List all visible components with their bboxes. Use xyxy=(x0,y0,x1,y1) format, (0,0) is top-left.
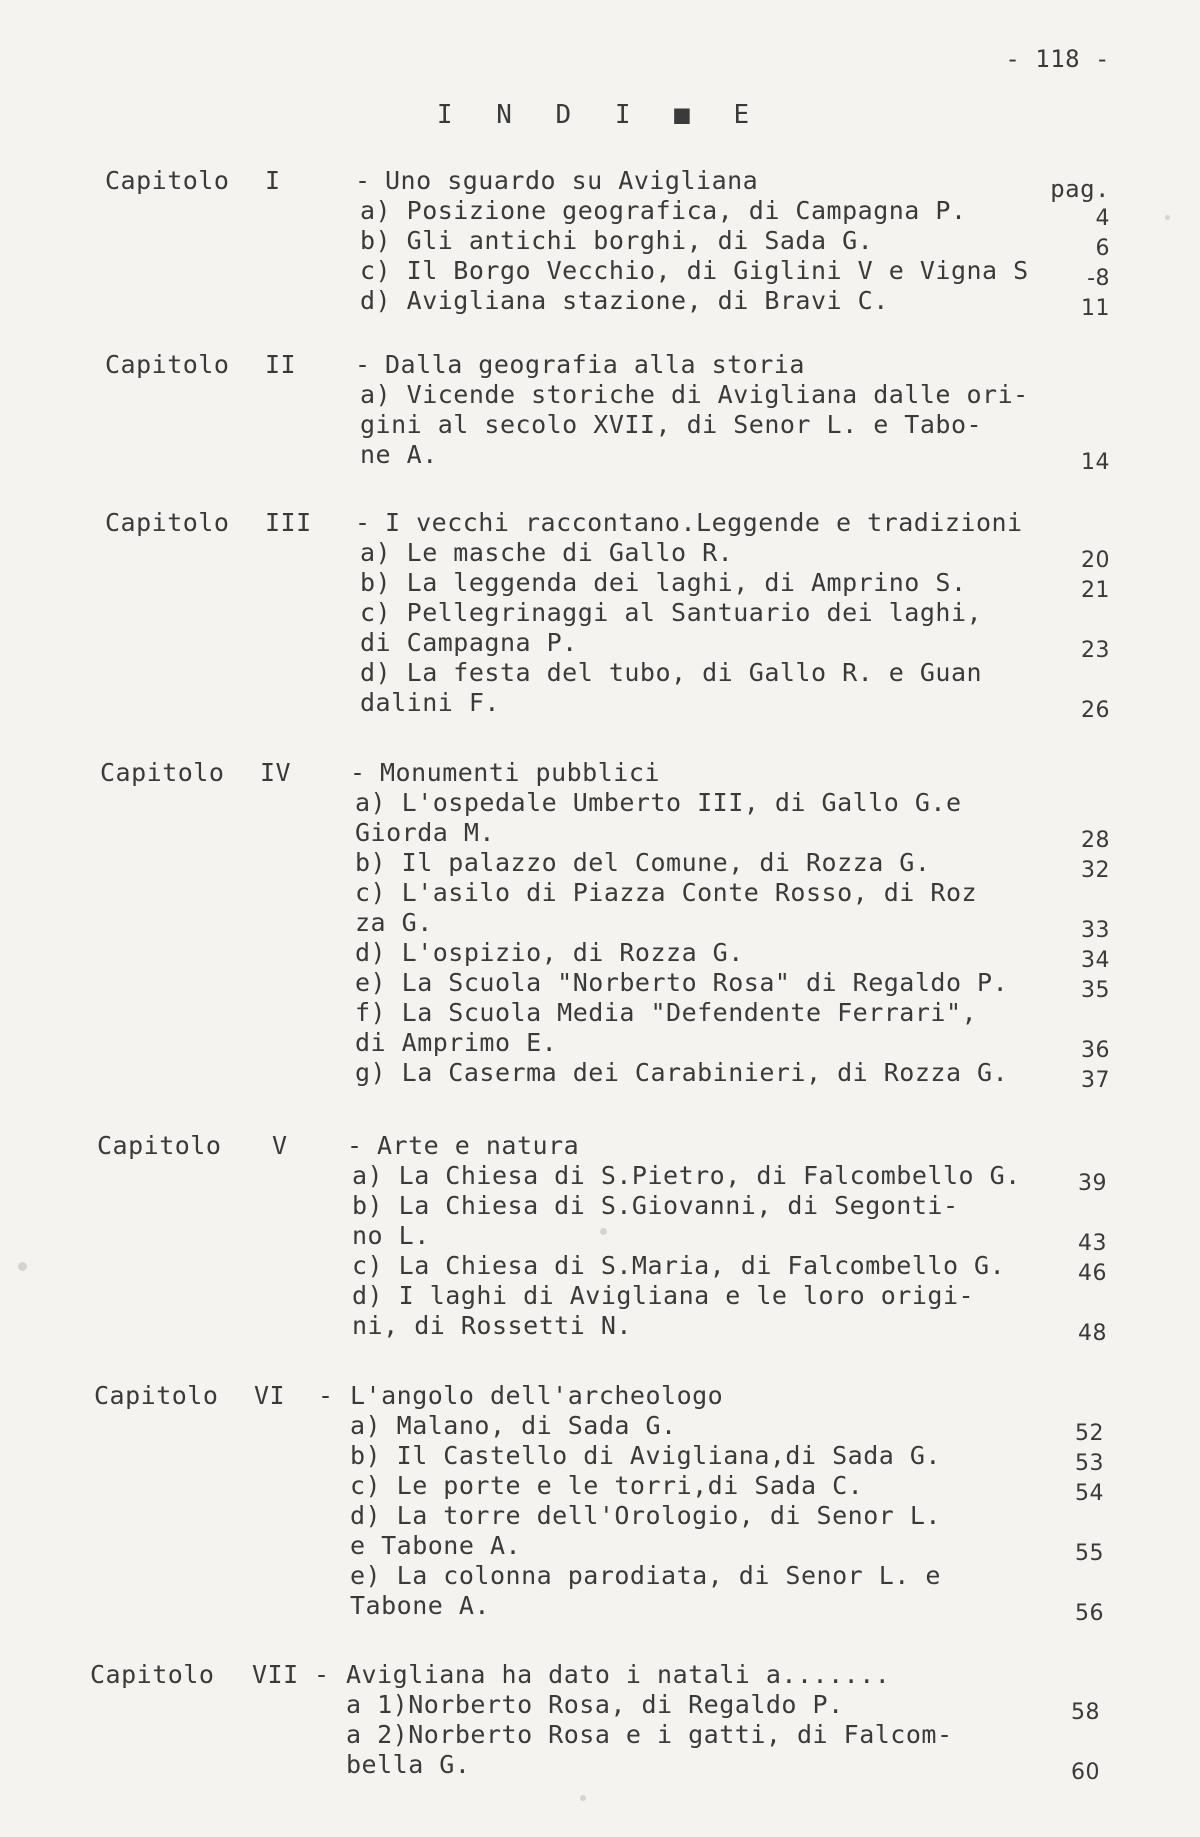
entry-text: c) L'asilo di Piazza Conte Rosso, di Roz za G. xyxy=(355,878,978,937)
entry-page: 32 xyxy=(1081,858,1110,883)
toc-entry xyxy=(94,1471,1200,1506)
entry-page: 56 xyxy=(1075,1601,1104,1626)
chapter-word: Capitolo xyxy=(94,1381,219,1410)
entry-text: a) Vicende storiche di Avigliana dalle ori- gini al secolo XVII, di Senor L. e Tabo- ne A. xyxy=(360,380,1029,469)
entry-page: 35 xyxy=(1081,978,1110,1003)
scan-speck xyxy=(1165,215,1170,220)
entry-text: c) Pellegrinaggi al Santuario dei laghi, di Campagna P. xyxy=(360,598,983,657)
entry-text: a) L'ospedale Umberto III, di Gallo G.e Giorda M. xyxy=(355,788,962,847)
entry-page: 21 xyxy=(1081,578,1110,603)
entry-text: c) Il Borgo Vecchio, di Giglini V e Vigna S xyxy=(360,256,1029,285)
toc-entry xyxy=(97,1251,1200,1286)
entry-page: 37 xyxy=(1081,1068,1110,1093)
entry-text: a) Malano, di Sada G. xyxy=(350,1411,677,1440)
chapter-dash: - xyxy=(355,508,371,537)
toc-entry xyxy=(100,968,1200,1003)
toc-entry xyxy=(105,256,1200,291)
entry-page: 33 xyxy=(1081,918,1110,943)
toc-entry xyxy=(97,1191,1200,1256)
toc-entry xyxy=(90,1720,1200,1785)
chapter-title: Uno sguardo su Avigliana xyxy=(385,166,759,195)
chapter-title: Dalla geografia alla storia xyxy=(385,350,805,379)
chapter-2 xyxy=(105,350,1200,475)
entry-text: d) La torre dell'Orologio, di Senor L. e Tabone A. xyxy=(350,1501,941,1560)
entry-text: d) Avigliana stazione, di Bravi C. xyxy=(360,286,889,315)
entry-text: a 2)Norberto Rosa e i gatti, di Falcom- bella G. xyxy=(346,1720,953,1779)
entry-text: c) Le porte e le torri,di Sada C. xyxy=(350,1471,864,1500)
entry-page: 26 xyxy=(1081,698,1110,723)
entry-page: 23 xyxy=(1081,638,1110,663)
chapter-number: VII xyxy=(252,1660,299,1689)
chapter-heading xyxy=(100,758,1200,788)
chapter-3 xyxy=(105,508,1200,723)
toc-entry xyxy=(94,1441,1200,1476)
entry-page: 55 xyxy=(1075,1541,1104,1566)
toc-entry xyxy=(105,538,1200,573)
scan-speck xyxy=(580,1795,586,1801)
entry-text: g) La Caserma dei Carabinieri, di Rozza G. xyxy=(355,1058,1009,1087)
toc-entry xyxy=(100,998,1200,1063)
chapter-word: Capitolo xyxy=(105,350,230,379)
chapter-word: Capitolo xyxy=(105,166,230,195)
chapter-number: V xyxy=(272,1131,288,1160)
toc-entry xyxy=(94,1501,1200,1566)
chapter-number: II xyxy=(265,350,297,379)
chapter-heading xyxy=(90,1660,1200,1690)
toc-entry xyxy=(105,598,1200,663)
entry-page: 48 xyxy=(1078,1321,1107,1346)
entry-text: e) La Scuola "Norberto Rosa" di Regaldo P. xyxy=(355,968,1009,997)
entry-page: 58 xyxy=(1071,1700,1100,1725)
entry-page: 6 xyxy=(1095,236,1110,261)
chapter-heading xyxy=(105,350,1200,380)
entry-page: 28 xyxy=(1081,828,1110,853)
toc-entry xyxy=(100,848,1200,883)
chapter-5 xyxy=(97,1131,1200,1346)
chapter-title: Avigliana ha dato i natali a....... xyxy=(346,1660,891,1689)
index-title: I N D I ■ E xyxy=(436,100,764,130)
entry-page: 4 xyxy=(1095,206,1110,231)
entry-page: 14 xyxy=(1081,450,1110,475)
chapter-dash: - xyxy=(355,350,371,379)
toc-entry xyxy=(100,938,1200,973)
toc-entry xyxy=(94,1561,1200,1626)
entry-page: 52 xyxy=(1075,1421,1104,1446)
toc-entry xyxy=(100,1058,1200,1093)
page-number: - 118 - xyxy=(1005,45,1110,73)
entry-text: b) Il palazzo del Comune, di Rozza G. xyxy=(355,848,931,877)
chapter-number: VI xyxy=(254,1381,286,1410)
chapter-word: Capitolo xyxy=(100,758,225,787)
entry-page: 39 xyxy=(1078,1171,1107,1196)
entry-text: e) La colonna parodiata, di Senor L. e Tabone A. xyxy=(350,1561,941,1620)
toc-entry xyxy=(97,1281,1200,1346)
toc-entry xyxy=(105,568,1200,603)
chapter-dash: - xyxy=(347,1131,363,1160)
entry-text: d) I laghi di Avigliana e le loro origi- ni, di Rossetti N. xyxy=(352,1281,975,1340)
pag-label: pag. xyxy=(1050,175,1110,203)
entry-text: a) La Chiesa di S.Pietro, di Falcombello G. xyxy=(352,1161,1021,1190)
chapter-word: Capitolo xyxy=(105,508,230,537)
chapter-7 xyxy=(90,1660,1200,1785)
chapter-dash: - xyxy=(318,1381,334,1410)
chapter-dash: - xyxy=(350,758,366,787)
entry-page: -8 xyxy=(1087,266,1110,291)
toc-entry xyxy=(105,226,1200,261)
toc-entry xyxy=(90,1690,1200,1725)
entry-page: 34 xyxy=(1081,948,1110,973)
scan-speck xyxy=(600,1228,607,1235)
chapter-number: I xyxy=(265,166,281,195)
chapter-4 xyxy=(100,758,1200,1093)
chapter-dash: - xyxy=(355,166,371,195)
chapter-heading xyxy=(105,166,1200,203)
entry-page: 43 xyxy=(1078,1231,1107,1256)
chapter-number: III xyxy=(265,508,312,537)
entry-text: f) La Scuola Media "Defendente Ferrari", di Amprimo E. xyxy=(355,998,978,1057)
chapter-word: Capitolo xyxy=(97,1131,222,1160)
entry-page: 36 xyxy=(1081,1038,1110,1063)
chapter-6 xyxy=(94,1381,1200,1626)
entry-page: 53 xyxy=(1075,1451,1104,1476)
entry-text: b) Gli antichi borghi, di Sada G. xyxy=(360,226,874,255)
chapter-1 xyxy=(105,166,1200,321)
chapter-title: Arte e natura xyxy=(377,1131,580,1160)
chapter-number: IV xyxy=(260,758,292,787)
toc-entry xyxy=(105,286,1200,321)
chapter-heading xyxy=(94,1381,1200,1411)
entry-text: d) La festa del tubo, di Gallo R. e Guan dalini F. xyxy=(360,658,983,717)
chapter-title: L'angolo dell'archeologo xyxy=(350,1381,724,1410)
toc-entry xyxy=(105,196,1200,231)
entry-text: b) Il Castello di Avigliana,di Sada G. xyxy=(350,1441,941,1470)
chapter-title: Monumenti pubblici xyxy=(380,758,660,787)
scan-speck xyxy=(18,1262,27,1271)
toc-entry xyxy=(105,380,1200,475)
chapter-title: I vecchi raccontano.Leggende e tradizioni xyxy=(385,508,1023,537)
entry-text: b) La Chiesa di S.Giovanni, di Segonti- no L. xyxy=(352,1191,959,1250)
chapter-dash: - xyxy=(314,1660,330,1689)
entry-page: 11 xyxy=(1081,296,1110,321)
entry-page: 46 xyxy=(1078,1261,1107,1286)
entry-text: a) Le masche di Gallo R. xyxy=(360,538,734,567)
entry-page: 60 xyxy=(1071,1760,1100,1785)
toc-entry xyxy=(100,878,1200,943)
chapter-heading xyxy=(97,1131,1200,1161)
entry-text: c) La Chiesa di S.Maria, di Falcombello G. xyxy=(352,1251,1006,1280)
entry-text: a 1)Norberto Rosa, di Regaldo P. xyxy=(346,1690,844,1719)
toc-entry xyxy=(105,658,1200,723)
entry-text: b) La leggenda dei laghi, di Amprino S. xyxy=(360,568,967,597)
chapter-heading xyxy=(105,508,1200,538)
entry-page: 20 xyxy=(1081,548,1110,573)
toc-entry xyxy=(100,788,1200,853)
entry-text: a) Posizione geografica, di Campagna P. xyxy=(360,196,967,225)
entry-page: 54 xyxy=(1075,1481,1104,1506)
entry-text: d) L'ospizio, di Rozza G. xyxy=(355,938,744,967)
toc-entry xyxy=(94,1411,1200,1446)
toc-entry xyxy=(97,1161,1200,1196)
chapter-word: Capitolo xyxy=(90,1660,215,1689)
